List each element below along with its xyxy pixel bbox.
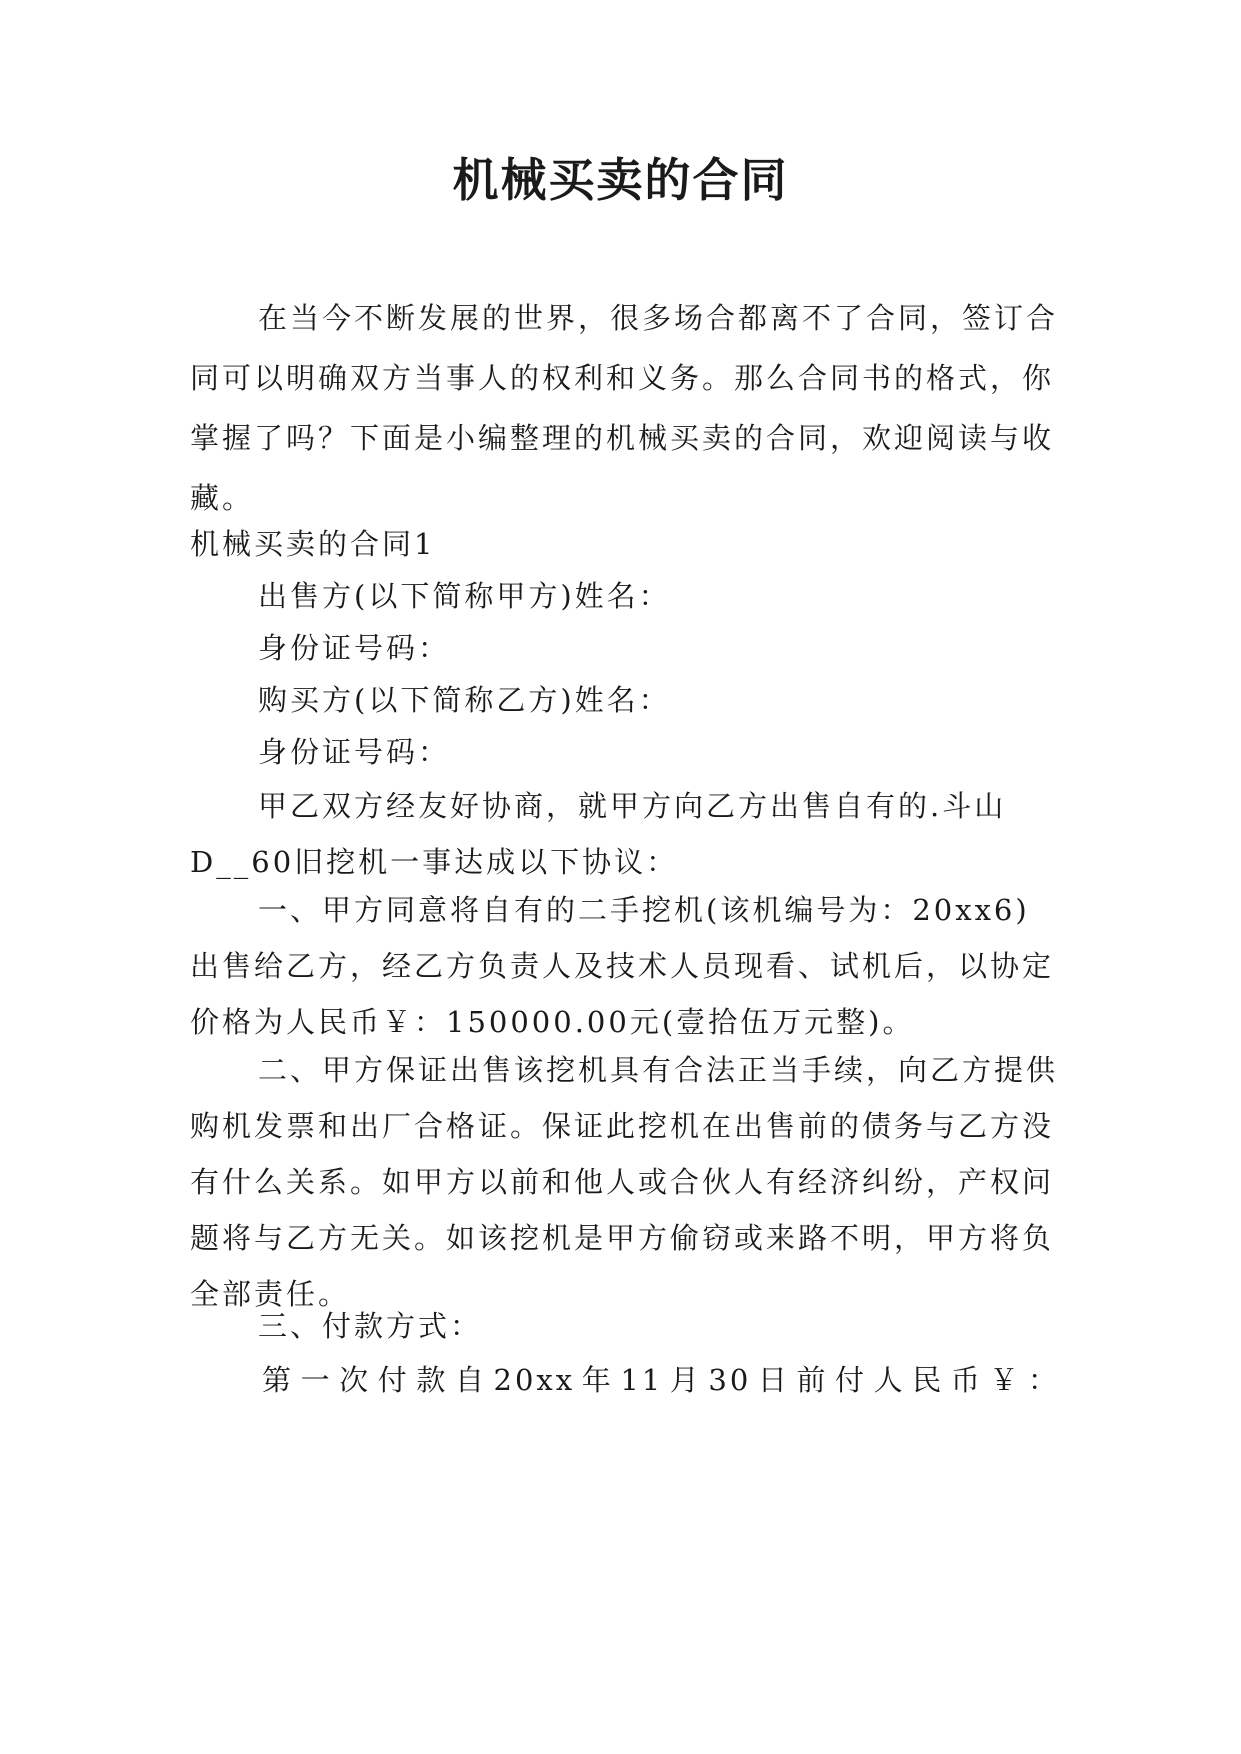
buyer-name-line: 购买方(以下简称乙方)姓名： [258,683,671,717]
payment-1-line: 第一次付款自20xx年11月30日前付人民币￥： [262,1363,1060,1397]
seller-id-line: 身份证号码： [258,631,451,665]
buyer-id-line: 身份证号码： [258,735,451,769]
section-heading: 机械买卖的合同1 [190,527,436,561]
clause-3-heading: 三、付款方式： [258,1309,483,1343]
agreement-intro-paragraph: 甲乙双方经友好协商，就甲方向乙方出售自有的.斗山D__60旧挖机一事达成以下协议： [190,789,1007,879]
clause-2-paragraph: 二、甲方保证出售该挖机具有合法正当手续，向乙方提供购机发票和出厂合格证。保证此挖机在出售前的债务与乙方没有什么关系。如甲方以前和他人或合伙人有经济纠纷，产权问题将与乙方无关。如该挖机是甲方偷窃或来路不明，甲方将负全部责任。 [190,1053,1059,1311]
clause-1-paragraph: 一、甲方同意将自有的二手挖机(该机编号为：20xx6)出售给乙方，经乙方负责人及技术人员现看、试机后，以协定价格为人民币￥：150000.00元(壹拾伍万元整)。 [190,893,1055,1039]
intro-paragraph: 在当今不断发展的世界，很多场合都离不了合同，签订合同可以明确双方当事人的权利和义务。那么合同书的格式，你掌握了吗？下面是小编整理的机械买卖的合同，欢迎阅读与收藏。 [190,301,1059,515]
document-title: 机械买卖的合同 [452,153,789,207]
seller-name-line: 出售方(以下简称甲方)姓名： [258,579,671,613]
